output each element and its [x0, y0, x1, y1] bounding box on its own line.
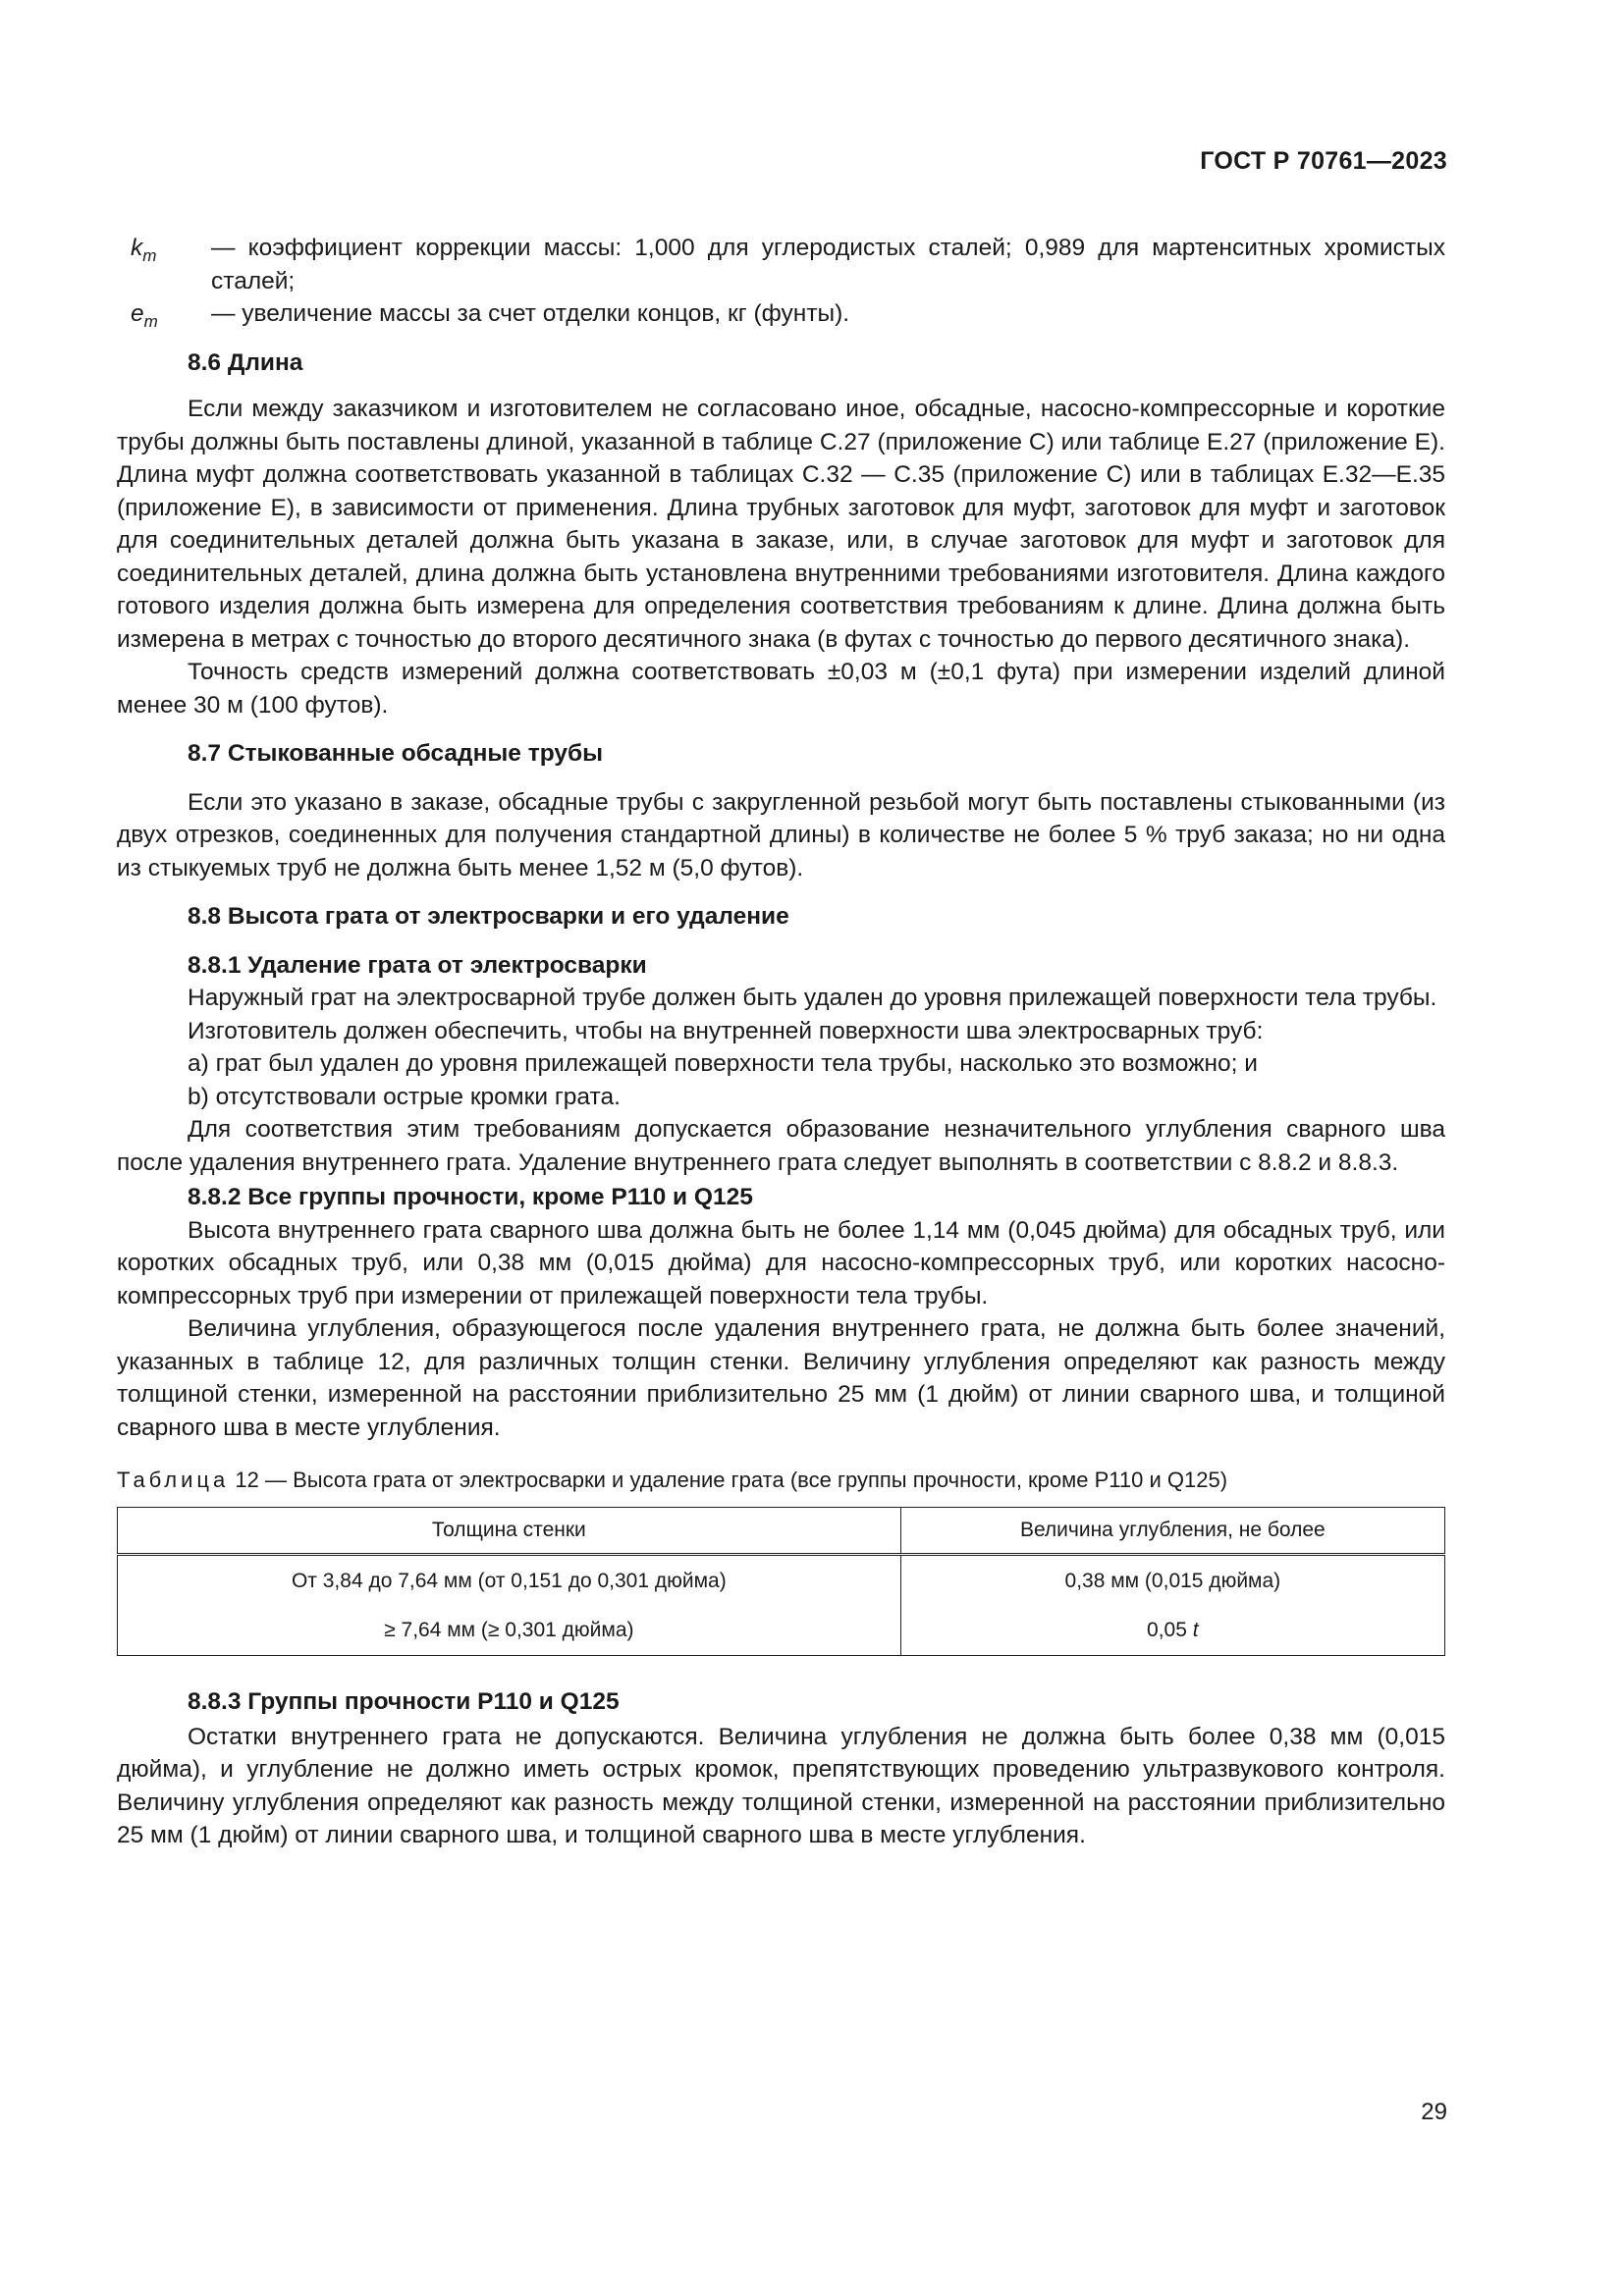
paragraph: Высота внутреннего грата сварного шва должна быть не более 1,14 мм (0,045 дюйма) для обсадных труб, или коротких обсадных труб, или 0,38 мм (0,015 дюйма) для насосно-компрессорных труб, или коротких насосно-компрессорных труб при измерении от прилежащей поверхности тела трубы.: [117, 1216, 1445, 1309]
column-header-wall-thickness: Толщина стенки: [118, 1508, 901, 1555]
paragraph: Для соответствия этим требованиям допускается образование незначительного углубления сварного шва после удаления внутреннего грата. Удаление внутреннего грата следует выполнять в соответствии с 8.8.2 и 8.8.3.: [117, 1116, 1445, 1176]
list-item-a: a) грат был удален до уровня прилежащей поверхности тела трубы, насколько это возможно; и: [188, 1050, 1258, 1077]
definition-km: [117, 232, 1445, 297]
table-caption-label: Таблица: [117, 1468, 230, 1492]
section-heading-8-8-3: 8.8.3 Группы прочности Р110 и Q125: [188, 1688, 620, 1715]
section-heading-8-6: 8.6 Длина: [188, 348, 303, 376]
page-number: 29: [1421, 2099, 1447, 2125]
column-header-groove-depth: Величина углубления, не более: [900, 1508, 1444, 1555]
section-heading-8-7: 8.7 Стыкованные обсадные трубы: [188, 740, 604, 767]
paragraph: Наружный грат на электросварной трубе должен быть удален до уровня прилежащей поверхности тела трубы.: [188, 985, 1437, 1011]
definition-em: [117, 297, 1445, 331]
table-cell: ≥ 7,64 мм (≥ 0,301 дюйма): [118, 1606, 901, 1656]
section-heading-8-8-2: 8.8.2 Все группы прочности, кроме Р110 и Q125: [188, 1184, 753, 1210]
table-cell: От 3,84 до 7,64 мм (от 0,151 до 0,301 дюйма): [118, 1555, 901, 1607]
paragraph: Если это указано в заказе, обсадные трубы с закругленной резьбой могут быть поставлены стыкованными (из двух отрезков, соединенных для получения стандартной длины) в количестве не более 5 % труб заказа; но ни одна из стыкуемых труб не должна быть менее 1,52 м (5,0 футов).: [117, 788, 1445, 881]
paragraph: Если между заказчиком и изготовителем не согласовано иное, обсадные, насосно-компрессорные и короткие трубы должны быть поставлены длиной, указанной в таблице С.27 (приложение С) или таблице Е.27 (приложение Е). Длина муфт должна соответствовать указанной в таблицах С.32 — С.35 (приложение С) или в таблицах Е.32—Е.35 (приложение Е), в зависимости от применения. Длина трубных заготовок для муфт, заготовок для муфт и заготовок для соединительных деталей должна быть указана в заказе, или, в случае заготовок для муфт и заготовок для соединительных деталей, длина должна быть установлена внутренними требованиями изготовителя. Длина каждого готового изделия должна быть измерена для определения соответствия требованиям к длине. Длина должна быть измерена в метрах с точностью до второго десятичного знака (в футах с точностью до первого десятичного знака).: [117, 396, 1445, 653]
document-code: ГОСТ Р 70761—2023: [1200, 147, 1447, 175]
paragraph: Величина углубления, образующегося после удаления внутреннего грата, не должна быть более значений, указанных в таблице 12, для различных толщин стенки. Величину углубления определяют как разность между толщиной стенки, измеренной на расстоянии приблизительно 25 мм (1 дюйм) от линии сварного шва, и толщиной сварного шва в месте углубления.: [117, 1315, 1445, 1441]
table-12: [117, 1507, 1445, 1656]
definition-text: — увеличение массы за счет отделки концов, кг (фунты).: [211, 300, 850, 327]
section-heading-8-8: 8.8 Высота грата от электросварки и его удаление: [188, 903, 789, 930]
table-caption: [117, 1466, 1445, 1495]
table-cell: 0,38 мм (0,015 дюйма): [900, 1555, 1444, 1607]
table-caption-text: 12 — Высота грата от электросварки и удаление грата (все группы прочности, кроме P110 и Q125): [235, 1468, 1228, 1492]
symbol-em: $e_m$: [131, 300, 158, 331]
definition-text: — коэффициент коррекции массы: 1,000 для углеродистых сталей; 0,989 для мартенситных хромистых сталей;: [211, 235, 1445, 294]
table-header-row: [118, 1508, 1445, 1555]
list-item-b: b) отсутствовали острые кромки грата.: [188, 1083, 621, 1110]
table-row: [118, 1606, 1445, 1656]
table-cell: 0,05 t: [900, 1606, 1444, 1656]
table-row: [118, 1555, 1445, 1607]
paragraph: Изготовитель должен обеспечить, чтобы на внутренней поверхности шва электросварных труб:: [188, 1017, 1264, 1044]
symbol-km: $k_m$: [131, 235, 157, 265]
paragraph: Точность средств измерений должна соответствовать ±0,03 м (±0,1 фута) при измерении изделий длиной менее 30 м (100 футов).: [117, 659, 1445, 719]
document-body: [117, 232, 1445, 1852]
section-heading-8-8-1: 8.8.1 Удаление грата от электросварки: [188, 951, 647, 979]
paragraph: Остатки внутреннего грата не допускаются. Величина углубления не должна быть более 0,38 мм (0,015 дюйма), и углубление не должно иметь острых кромок, препятствующих проведению ультразвукового контроля. Величину углубления определяют как разность между толщиной стенки, измеренной на расстоянии приблизительно 25 мм (1 дюйм) от линии сварного шва, и толщиной сварного шва в месте углубления.: [117, 1723, 1445, 1848]
